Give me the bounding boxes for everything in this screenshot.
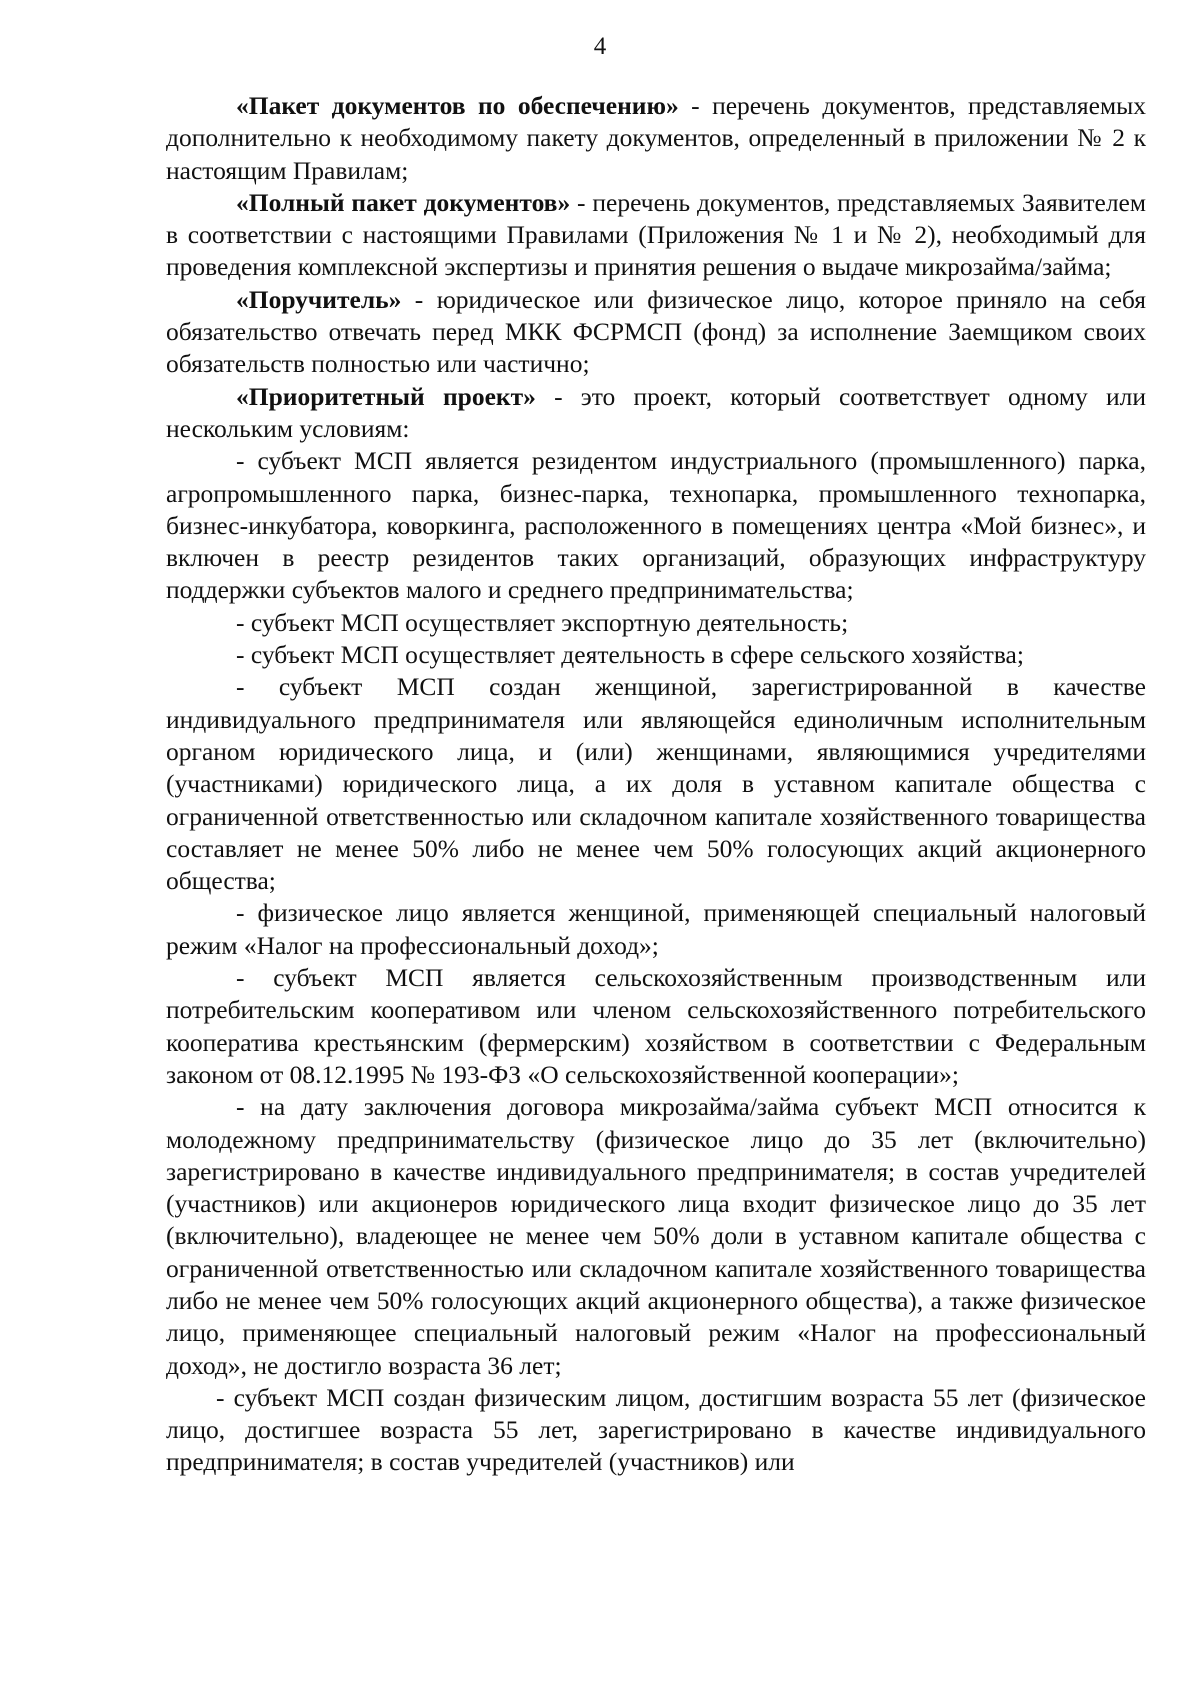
definition-paragraph: [166, 90, 1146, 187]
definition-term: «Поручитель»: [236, 284, 402, 314]
definition-paragraph: [166, 187, 1146, 284]
page-number: 4: [593, 33, 607, 60]
definition-text: - перечень документов, представляемых дополнительно к необходимому пакету документов, определенный в приложении № 2 к настоящим Правилам;: [166, 91, 1146, 185]
condition-item: - субъект МСП создан физическим лицом, достигшим возраста 55 лет (физическое лицо, достигшее возраста 55 лет, зарегистрировано в качестве индивидуального предпринимателя; в состав учредителей (участников) или: [166, 1382, 1146, 1477]
definition-term: «Пакет документов по обеспечению»: [236, 91, 679, 120]
condition-item: - субъект МСП является резидентом индустриального (промышленного) парка, агропромышленного парка, бизнес-парка, технопарка, промышленного технопарка, бизнес-инкубатора, коворкинга, расположенного в помещениях центра «Мой бизнес», и включен в реестр резидентов таких организаций, образующих инфраструктуру поддержки субъектов малого и среднего предпринимательства;: [166, 446, 1146, 605]
document-body: [166, 90, 1146, 1479]
definition-term: «Полный пакет документов»: [236, 187, 571, 217]
definition-text: - это проект, который соответствует одному или нескольким условиям:: [166, 381, 1146, 443]
condition-item: - физическое лицо является женщиной, применяющей специальный налоговый режим «Налог на профессиональный доход»;: [166, 898, 1146, 960]
definition-paragraph: [166, 381, 1146, 446]
definition-text: - перечень документов, представляемых Заявителем в соответствии с настоящими Правилами (Приложения № 1 и № 2), необходимый для проведения комплексной экспертизы и принятия решения о выдаче микрозайма/займа;: [166, 187, 1147, 282]
condition-item: - субъект МСП создан женщиной, зарегистрированной в качестве индивидуального предпринимателя или являющейся единоличным исполнительным органом юридического лица, и (или) женщинами, являющимися учредителями (участниками) юридического лица, а их доля в уставном капитале общества с ограниченной ответственностью или складочном капитале хозяйственного товарищества составляет не менее 50% либо не менее чем 50% голосующих акций акционерного общества;: [166, 672, 1146, 896]
definition-term: «Приоритетный проект»: [236, 381, 536, 411]
condition-item: - субъект МСП осуществляет экспортную деятельность;: [236, 607, 849, 637]
condition-item: - на дату заключения договора микрозайма/займа субъект МСП относится к молодежному предпринимательству (физическое лицо до 35 лет (включительно) зарегистрировано в качестве индивидуального предпринимателя; в состав учредителей (участников) или акционеров юридического лица входит физическое лицо до 35 лет (включительно), владеющее не менее чем 50% доли в уставном капитале общества с ограниченной ответственностью или складочном капитале хозяйственного товарищества либо не менее чем 50% голосующих акций акционерного общества), а также физическое лицо, применяющее специальный налоговый режим «Налог на профессиональный доход», не достигло возраста 36 лет;: [166, 1092, 1146, 1380]
definition-paragraph: [166, 284, 1146, 381]
condition-item: - субъект МСП осуществляет деятельность в сфере сельского хозяйства;: [236, 640, 1024, 670]
definition-text: - юридическое или физическое лицо, которое приняло на себя обязательство отвечать перед МКК ФСРМСП (фонд) за исполнение Заемщиком своих обязательств полностью или частично;: [166, 284, 1146, 379]
condition-item: - субъект МСП является сельскохозяйственным производственным или потребительским кооперативом или членом сельскохозяйственного потребительского кооператива крестьянским (фермерским) хозяйством в соответствии с Федеральным законом от 08.12.1995 № 193-ФЗ «О сельскохозяйственной кооперации»;: [166, 963, 1146, 1089]
